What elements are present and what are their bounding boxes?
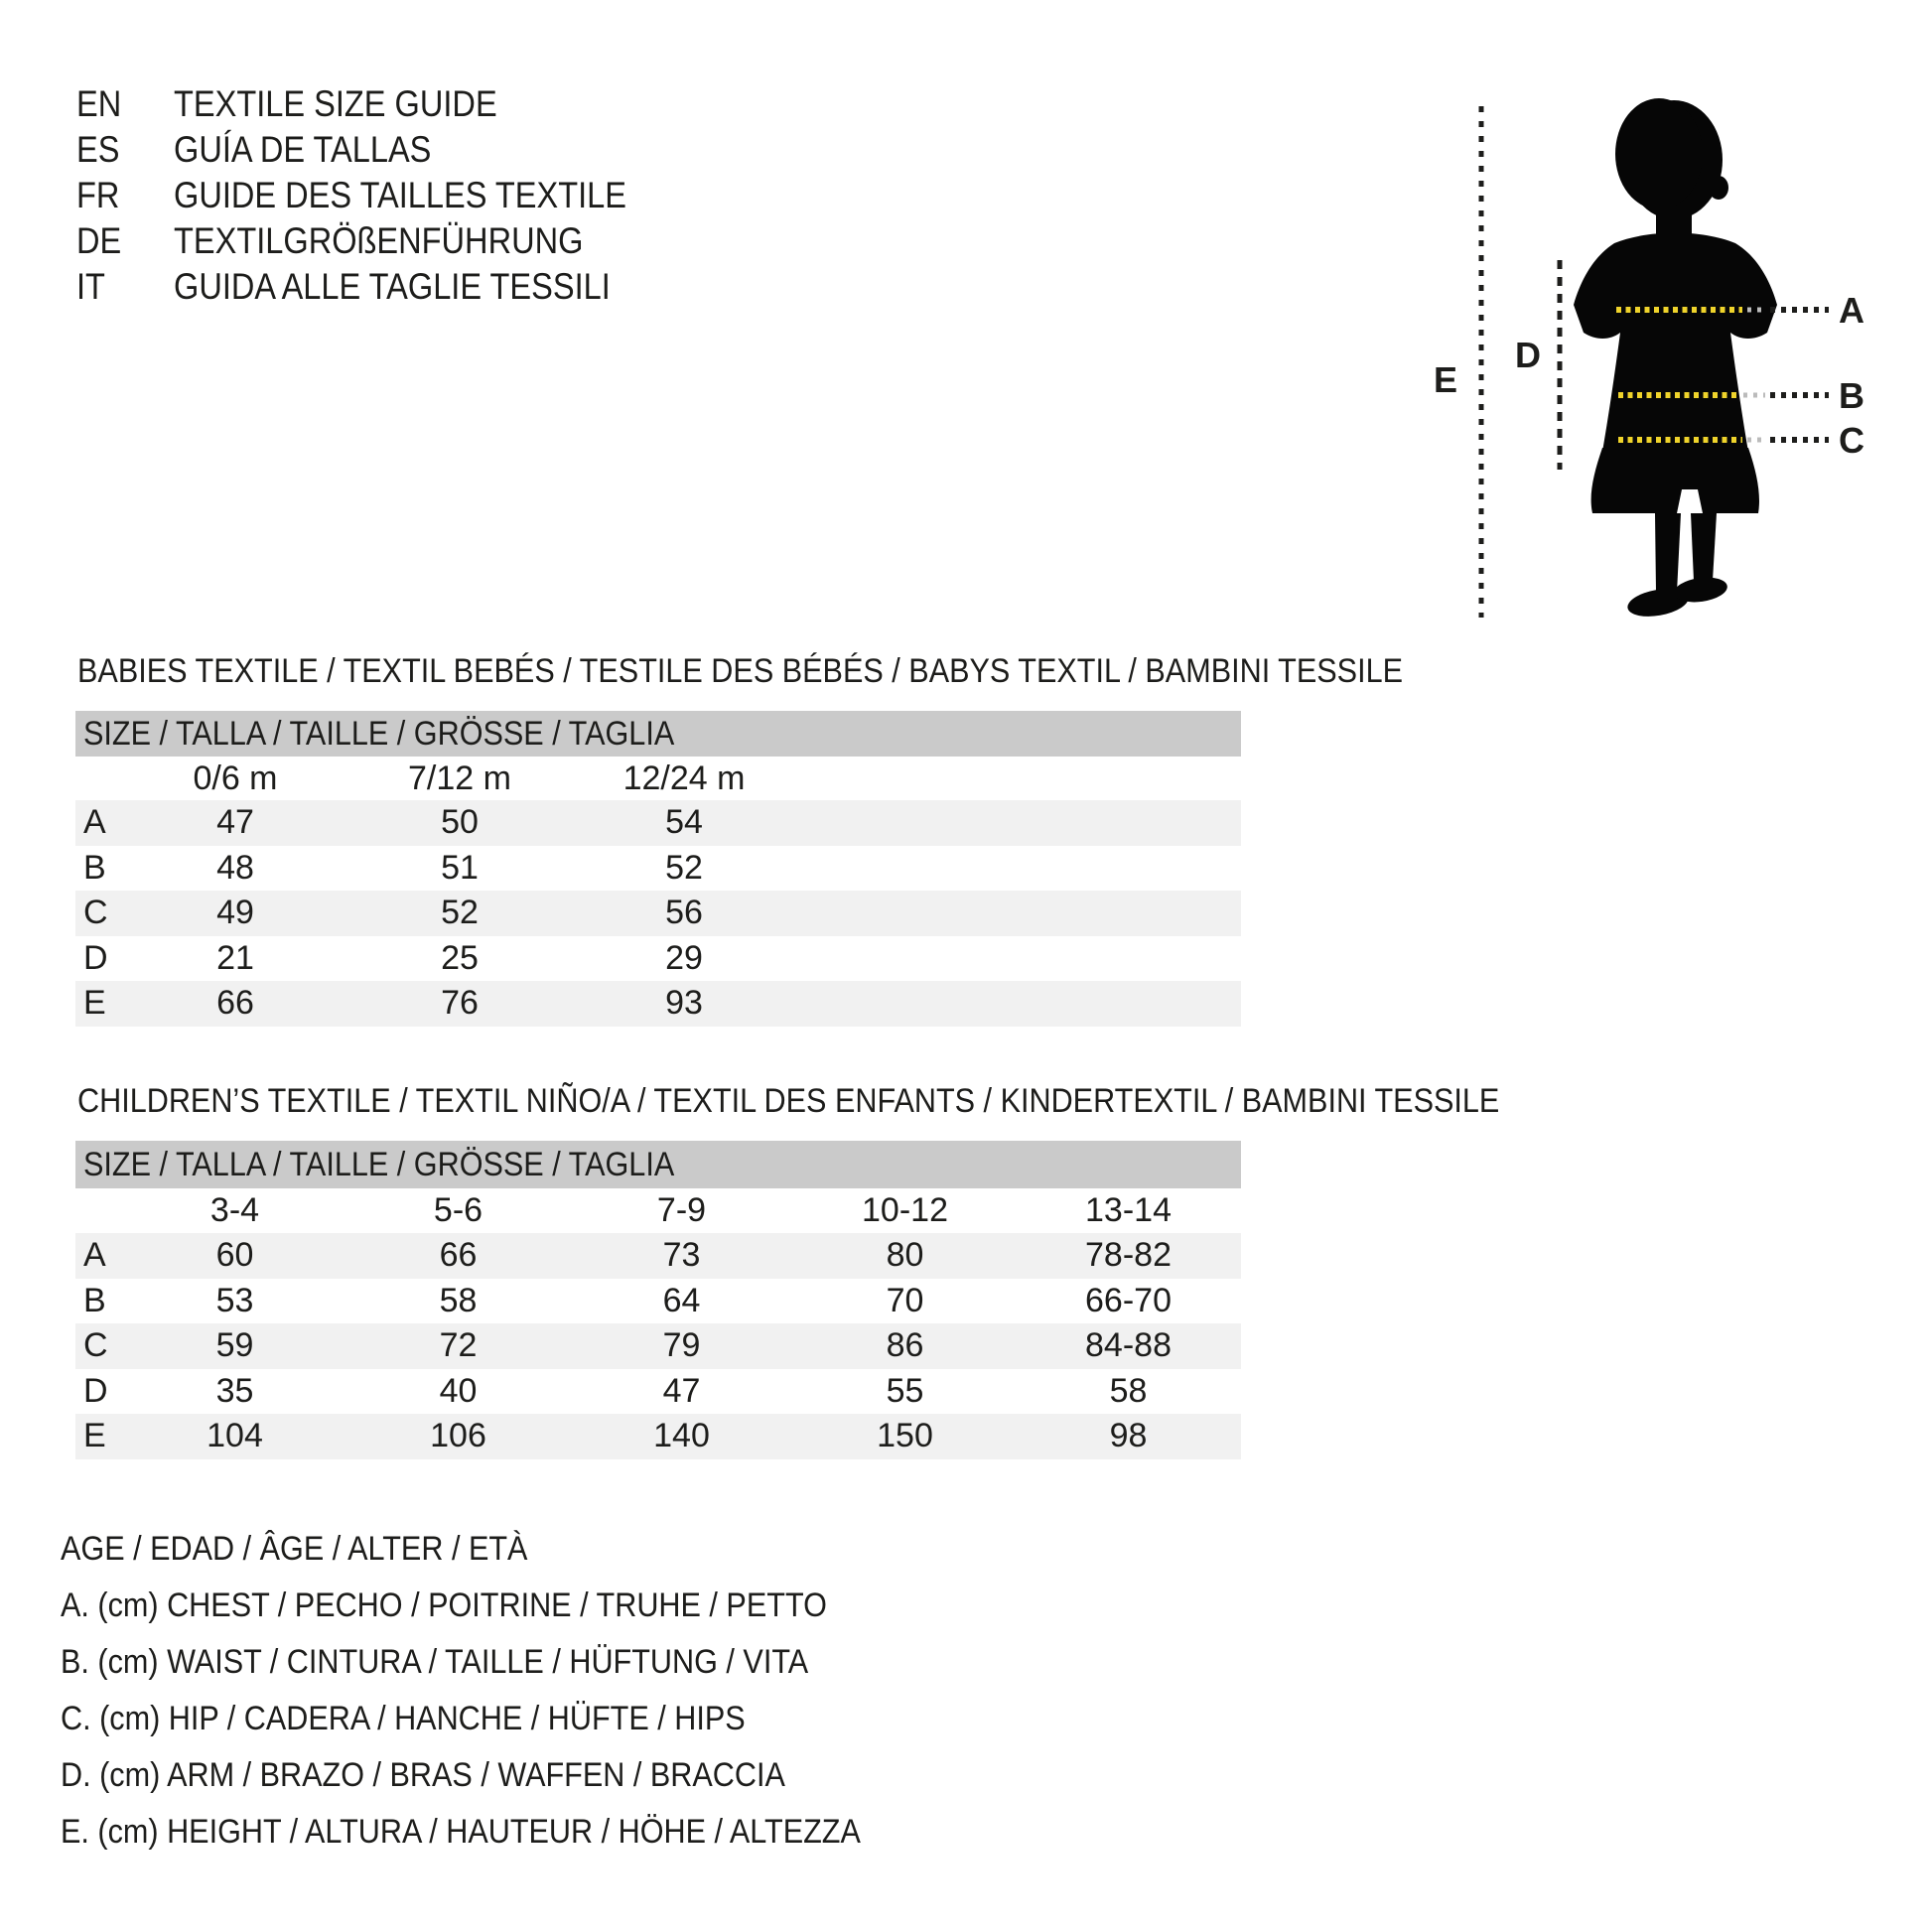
title-es: GUÍA DE TALLAS xyxy=(174,129,432,170)
babies-size-header-bar: SIZE / TALLA / TAILLE / GRÖSSE / TAGLIA xyxy=(75,711,1241,757)
child-silhouette-icon xyxy=(1574,98,1777,621)
table-row: E 104 106 140 150 98 xyxy=(75,1414,1241,1459)
header-row-fr xyxy=(76,173,688,218)
children-section-heading: CHILDREN’S TEXTILE / TEXTIL NIÑO/A / TEXTIL DES ENFANTS / KINDERTEXTIL / BAMBINI TESSILE xyxy=(77,1082,1500,1120)
lang-code-fr: FR xyxy=(76,175,120,215)
legend-chest-line: A. (cm) CHEST / PECHO / POITRINE / TRUHE / PETTO xyxy=(61,1587,827,1624)
lang-code-de: DE xyxy=(76,220,122,261)
header-row-de xyxy=(76,218,688,264)
children-size-table xyxy=(75,1141,1241,1459)
table-row: D 35 40 47 55 58 xyxy=(83,1371,1148,1410)
babies-column-header-row xyxy=(75,757,1241,800)
marker-label-a: A xyxy=(1839,290,1864,331)
marker-label-b: B xyxy=(1839,375,1864,416)
children-col-1: 5-6 xyxy=(433,1191,483,1229)
legend-age-line: AGE / EDAD / ÂGE / ALTER / ETÀ xyxy=(61,1530,528,1568)
legend-arm-line: D. (cm) ARM / BRAZO / BRAS / WAFFEN / BRACCIA xyxy=(61,1756,785,1794)
marker-label-e: E xyxy=(1434,359,1458,400)
legend-hip-line: C. (cm) HIP / CADERA / HANCHE / HÜFTE / HIPS xyxy=(61,1700,746,1737)
header-row-es xyxy=(76,127,688,173)
lang-code-es: ES xyxy=(76,129,120,170)
header-row-it xyxy=(76,264,688,310)
table-row: B 48 51 52 xyxy=(83,848,703,887)
table-row: E 66 76 93 xyxy=(75,981,1241,1027)
title-de: TEXTILGRÖßENFÜHRUNG xyxy=(174,220,584,261)
table-row: C 59 72 79 86 84-88 xyxy=(75,1323,1241,1369)
children-col-3: 10-12 xyxy=(862,1191,948,1229)
language-title-block xyxy=(76,81,688,310)
table-row: A 60 66 73 80 78-82 xyxy=(75,1233,1241,1279)
babies-col-0: 0/6 m xyxy=(193,759,278,797)
children-col-4: 13-14 xyxy=(1085,1191,1172,1229)
title-fr: GUIDE DES TAILLES TEXTILE xyxy=(174,175,627,215)
table-row: C 49 52 56 xyxy=(75,891,1241,936)
marker-label-d: D xyxy=(1515,335,1541,375)
lang-code-en: EN xyxy=(76,83,122,124)
babies-col-1: 7/12 m xyxy=(408,759,511,797)
babies-section-heading: BABIES TEXTILE / TEXTIL BEBÉS / TESTILE DES BÉBÉS / BABYS TEXTIL / BAMBINI TESSILE xyxy=(77,652,1404,690)
legend-waist-line: B. (cm) WAIST / CINTURA / TAILLE / HÜFTUNG / VITA xyxy=(61,1643,809,1681)
babies-col-2: 12/24 m xyxy=(622,759,746,797)
babies-size-table xyxy=(75,711,1241,1027)
legend-height-line: E. (cm) HEIGHT / ALTURA / HAUTEUR / HÖHE / ALTEZZA xyxy=(61,1813,861,1851)
children-col-2: 7-9 xyxy=(656,1191,707,1229)
children-column-header-row xyxy=(75,1188,1241,1233)
children-col-0: 3-4 xyxy=(209,1191,260,1229)
title-it: GUIDA ALLE TAGLIE TESSILI xyxy=(174,266,611,307)
marker-label-c: C xyxy=(1839,420,1864,461)
child-measurement-diagram xyxy=(1420,94,1932,635)
title-en: TEXTILE SIZE GUIDE xyxy=(174,83,497,124)
table-row: A 47 50 54 xyxy=(75,800,1241,846)
children-size-header-bar: SIZE / TALLA / TAILLE / GRÖSSE / TAGLIA xyxy=(75,1141,1241,1188)
lang-code-it: IT xyxy=(76,266,105,307)
table-row: D 21 25 29 xyxy=(83,938,703,977)
header-row-en xyxy=(76,81,688,127)
table-row: B 53 58 64 70 66-70 xyxy=(83,1281,1172,1319)
